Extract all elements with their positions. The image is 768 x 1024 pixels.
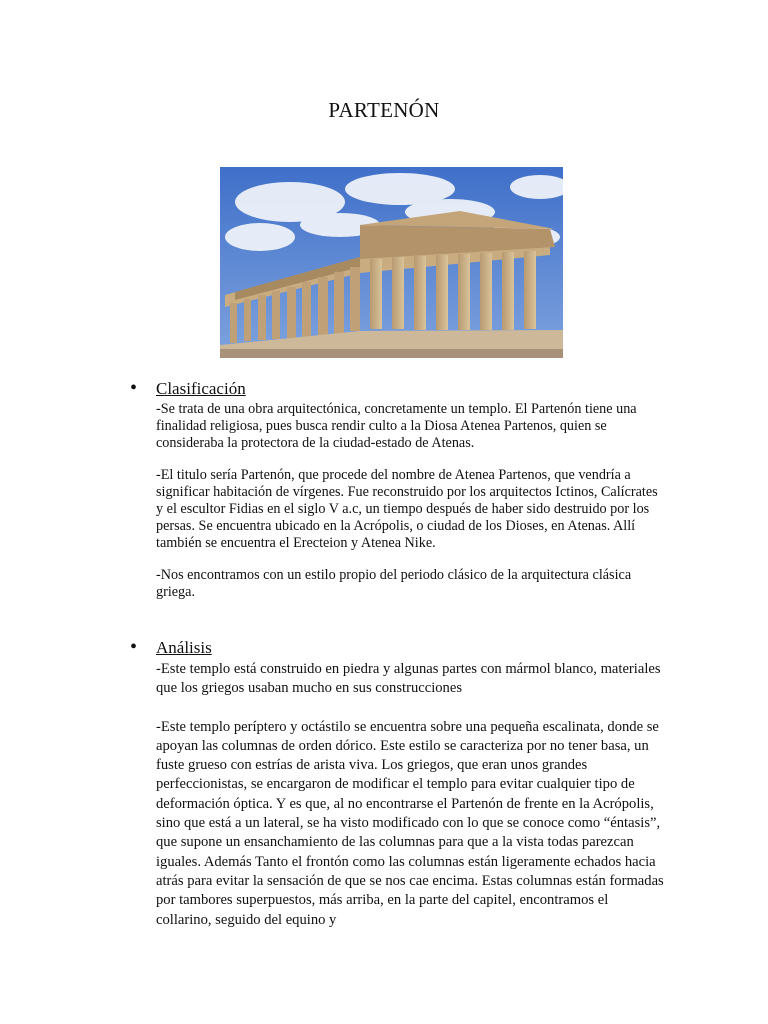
bullet: • <box>130 636 138 658</box>
document-title: PARTENÓN <box>328 98 440 122</box>
paragraph: -Nos encontramos con un estilo propio del periodo clásico de la arquitectura clásica griega. <box>156 567 632 601</box>
paragraph: -El titulo sería Partenón, que procede del nombre de Atenea Partenos, que vendría a significar habitación de vírgenes. Fue reconstruido por los arquitectos Ictinos, Calícrates y el escultor Fidias en el siglo V a.c, un tiempo después de haber sido destruido por los persas. Se encuentra ubicado en la Acrópolis, o ciudad de los Dioses, en Atenas. Allí también se encuentra el Erecteion y Atenea Nike. <box>156 467 658 551</box>
section-clasificacion <box>130 379 670 601</box>
section-heading: Análisis <box>156 638 212 657</box>
parthenon-photo <box>220 167 563 358</box>
paragraph: -Se trata de una obra arquitectónica, concretamente un templo. El Partenón tiene una finalidad religiosa, pues busca rendir culto a la Diosa Atenea Partenos, quien se consideraba la protectora de la ciudad-estado de Atenas. <box>156 401 637 451</box>
bullet: • <box>130 377 138 399</box>
section-analisis <box>130 638 670 930</box>
paragraph: -Este templo está construido en piedra y algunas partes con mármol blanco, materiales que los griegos usaban mucho en sus construcciones <box>156 661 661 697</box>
section-heading: Clasificación <box>156 379 246 398</box>
paragraph: -Este templo períptero y octástilo se encuentra sobre una pequeña escalinata, donde se apoyan las columnas de orden dórico. Este estilo se caracteriza por no tener basa, un fuste grueso con estrías de arista viva. Los griegos, que eran unos grandes perfeccionistas, se encargaron de modificar el templo para evitar cualquier tipo de deformación óptica. Y es que, al no encontrarse el Partenón de frente en la Acrópolis, sino que está a un lateral, se ha visto modificado con lo que se conoce como “éntasis”, que supone un ensanchamiento de las columnas para que a la vista todas parezcan iguales. Además Tanto el frontón como las columnas están ligeramente echados hacia atrás para evitar la sensación de que se nos cae encima. Estas columnas están formadas por tambores superpuestos, más arriba, en la parte del capitel, encontramos el collarino, seguido del equino y <box>156 718 664 928</box>
